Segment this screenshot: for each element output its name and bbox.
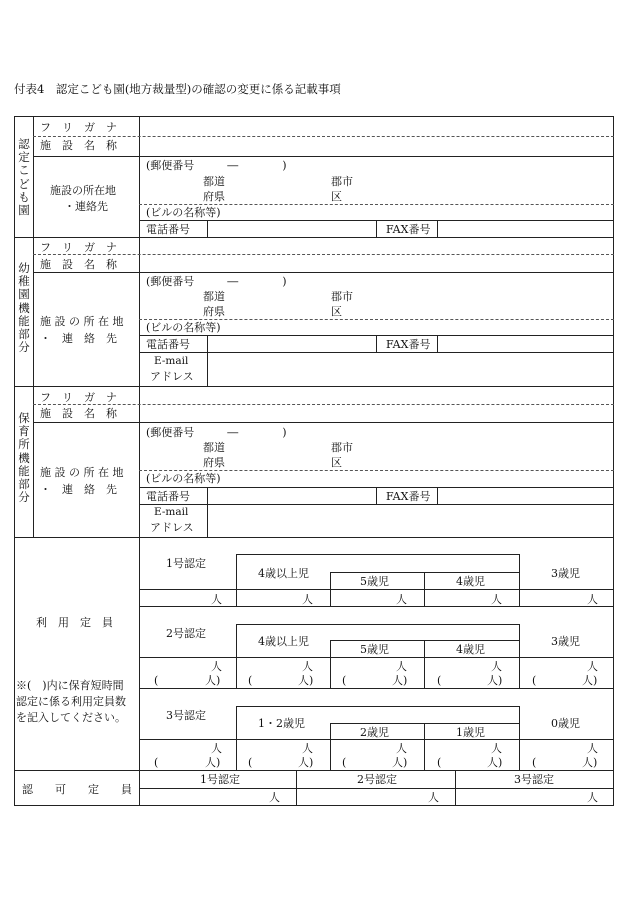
postal-code: (郵便番号 ― )	[146, 159, 287, 172]
paren: (	[154, 756, 159, 769]
unit: 人	[302, 660, 313, 673]
age0-label: 0歳児	[551, 717, 580, 730]
ku-label: 区	[331, 305, 342, 318]
email-label: E-mail	[154, 506, 189, 518]
unit: 人	[587, 791, 598, 804]
type1-label: 1号認定	[166, 557, 206, 570]
unit: 人	[302, 742, 313, 755]
paren: (	[532, 756, 537, 769]
fax-label: FAX番号	[386, 223, 431, 236]
license-capacity-label: 認 可 定 員	[22, 783, 132, 796]
type3-label: 3号認定	[514, 773, 554, 786]
page-title: 付表4 認定こども園(地方裁量型)の確認の変更に係る記載事項	[14, 82, 341, 96]
over4-label: 4歳以上児	[258, 567, 309, 580]
postal-code: (郵便番号 ― )	[146, 426, 287, 439]
facility-name-label: 施 設 名 称	[40, 139, 117, 152]
contact-label: ・ 連 絡 先	[40, 332, 117, 345]
paren: 人)	[582, 674, 598, 687]
unit: 人	[587, 742, 598, 755]
paren: 人)	[392, 674, 408, 687]
fuken-label: 府県	[203, 456, 225, 469]
ku-label: 区	[331, 190, 342, 203]
age3-label: 3歳児	[551, 567, 580, 580]
age3-label: 3歳児	[551, 635, 580, 648]
gunshi-label: 郡市	[331, 441, 353, 454]
fuken-label: 府県	[203, 190, 225, 203]
postal-code: (郵便番号 ― )	[146, 275, 287, 288]
age1-label: 1歳児	[456, 726, 485, 739]
paren: (	[437, 756, 442, 769]
type2-label: 2号認定	[357, 773, 397, 786]
age5-label: 5歳児	[360, 643, 389, 656]
section-youchien: 幼稚園機能部分	[18, 261, 30, 355]
furigana-label: フ リ ガ ナ	[40, 391, 117, 404]
unit: 人	[587, 593, 598, 606]
age4-label: 4歳児	[456, 643, 485, 656]
type2-label: 2号認定	[166, 627, 206, 640]
paren: 人)	[298, 674, 314, 687]
unit: 人	[491, 593, 502, 606]
ku-label: 区	[331, 456, 342, 469]
address-label: 施 設 の 所 在 地	[40, 466, 124, 479]
paren: (	[248, 674, 253, 687]
unit: 人	[302, 593, 313, 606]
age12-label: 1・2歳児	[258, 717, 305, 730]
unit: 人	[269, 791, 280, 804]
paren: (	[248, 756, 253, 769]
paren: 人)	[582, 756, 598, 769]
paren: (	[342, 674, 347, 687]
furigana-label: フ リ ガ ナ	[40, 121, 117, 134]
unit: 人	[428, 791, 439, 804]
paren: (	[532, 674, 537, 687]
unit: 人	[396, 742, 407, 755]
gunshi-label: 郡市	[331, 175, 353, 188]
unit: 人	[211, 660, 222, 673]
unit: 人	[396, 593, 407, 606]
fax-label: FAX番号	[386, 338, 431, 351]
unit: 人	[491, 660, 502, 673]
age5-label: 5歳児	[360, 575, 389, 588]
email-address-label: アドレス	[150, 370, 194, 383]
paren: (	[342, 756, 347, 769]
age4-label: 4歳児	[456, 575, 485, 588]
paren: 人)	[487, 674, 503, 687]
email-address-label: アドレス	[150, 521, 194, 534]
building-label: (ビルの名称等)	[146, 321, 221, 334]
paren: (	[437, 674, 442, 687]
paren: 人)	[205, 674, 221, 687]
contact-label: ・連絡先	[64, 200, 108, 213]
type1-label: 1号認定	[200, 773, 240, 786]
furigana-label: フ リ ガ ナ	[40, 241, 117, 254]
capacity-note: ※( )内に保育短時間認定に係る利用定員数を記入してください。	[16, 679, 126, 724]
age2-label: 2歳児	[360, 726, 389, 739]
unit: 人	[211, 593, 222, 606]
todo-label: 都道	[203, 441, 225, 454]
todo-label: 都道	[203, 175, 225, 188]
paren: 人)	[392, 756, 408, 769]
tel-label: 電話番号	[146, 338, 190, 351]
building-label: (ビルの名称等)	[146, 472, 221, 485]
capacity-label: 利 用 定 員	[36, 616, 113, 629]
address-label: 施設の所在地	[50, 184, 116, 197]
fuken-label: 府県	[203, 305, 225, 318]
unit: 人	[491, 742, 502, 755]
paren: 人)	[298, 756, 314, 769]
paren: 人)	[487, 756, 503, 769]
over4-label: 4歳以上児	[258, 635, 309, 648]
facility-name-label: 施 設 名 称	[40, 258, 117, 271]
section-hoikusho: 保育所機能部分	[18, 411, 30, 505]
building-label: (ビルの名称等)	[146, 206, 221, 219]
gunshi-label: 郡市	[331, 290, 353, 303]
facility-name-label: 施 設 名 称	[40, 407, 117, 420]
unit: 人	[211, 742, 222, 755]
contact-label: ・ 連 絡 先	[40, 483, 117, 496]
unit: 人	[396, 660, 407, 673]
paren: (	[154, 674, 159, 687]
todo-label: 都道	[203, 290, 225, 303]
email-label: E-mail	[154, 355, 189, 367]
address-label: 施 設 の 所 在 地	[40, 315, 124, 328]
fax-label: FAX番号	[386, 490, 431, 503]
paren: 人)	[205, 756, 221, 769]
section-nintei: 認定こども園	[18, 137, 30, 218]
tel-label: 電話番号	[146, 490, 190, 503]
unit: 人	[587, 660, 598, 673]
type3-label: 3号認定	[166, 709, 206, 722]
tel-label: 電話番号	[146, 223, 190, 236]
